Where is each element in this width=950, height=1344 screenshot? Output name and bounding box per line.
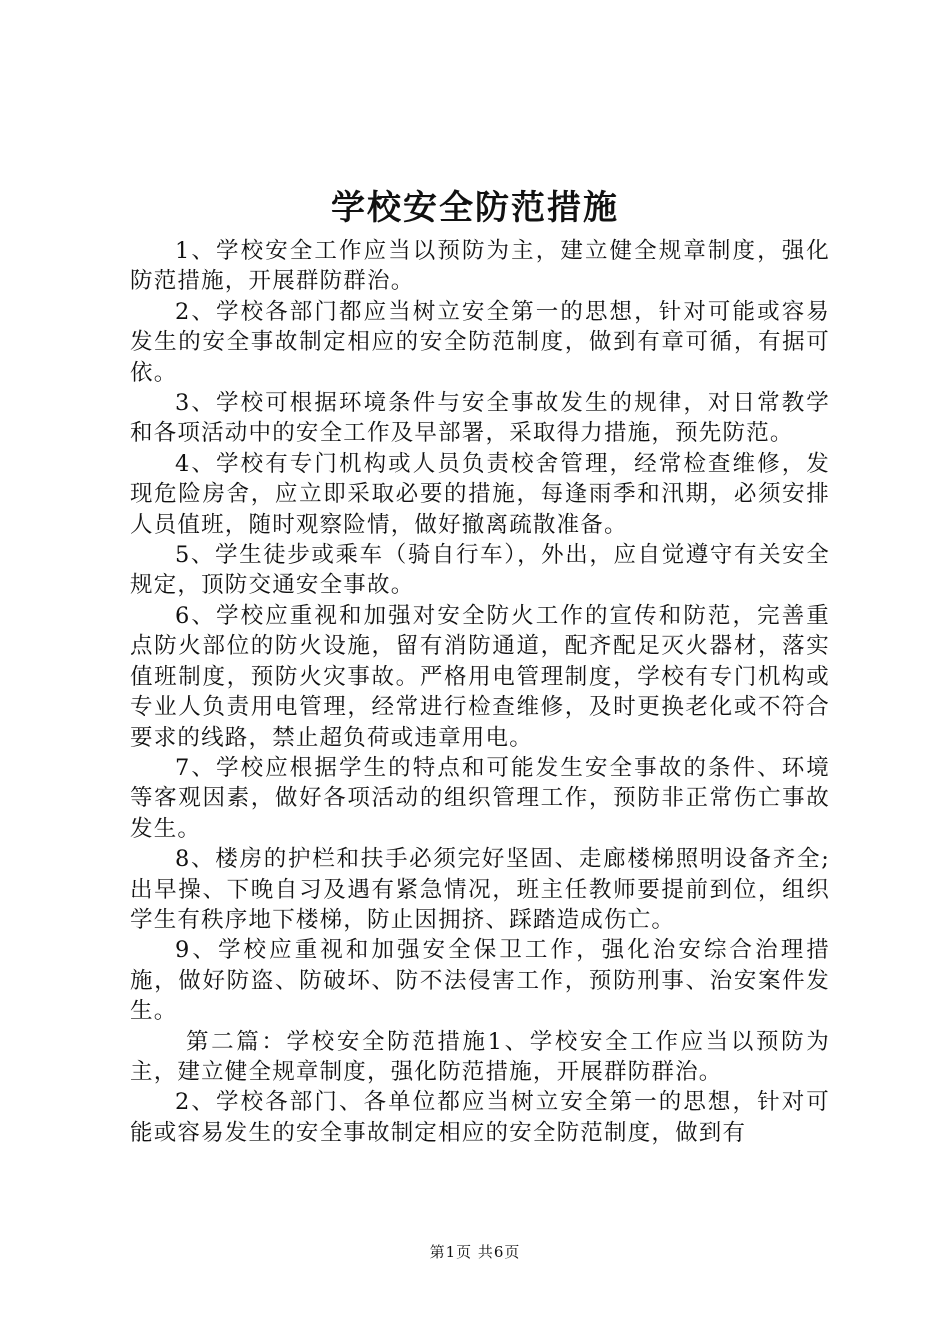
paragraph-5: 5、学生徒步或乘车（骑自行车），外出，应自觉遵守有关安全规定，顶防交通安全事故。 (130, 542, 830, 599)
paragraph-3: 3、学校可根据环境条件与安全事故发生的规律，对日常教学和各项活动中的安全工作及早部署，采取得力措施，预先防范。 (130, 390, 830, 447)
page-footer: 第1页 共6页 (429, 1243, 521, 1261)
document-body (130, 236, 830, 1148)
paragraph-4: 4、学校有专门机构或人员负责校舍管理，经常检查维修，发现危险房舍，应立即采取必要的措施，每逢雨季和汛期，必须安排人员值班，随时观察险情，做好撤离疏散准备。 (130, 450, 830, 538)
paragraph-8: 8、楼房的护栏和扶手必须完好坚固、走廊楼梯照明设备齐全;出早操、下晚自习及遇有紧急情况，班主任教师要提前到位，组织学生有秩序地下楼梯，防止因拥挤、踩踏造成伤亡。 (130, 846, 830, 933)
paragraph-part-two-heading: 第二篇：学校安全防范措施1、学校安全工作应当以预防为主，建立健全规章制度，强化防范措施，开展群防群治。 (130, 1028, 830, 1085)
paragraph-7: 7、学校应根据学生的特点和可能发生安全事故的条件、环境等客观因素，做好各项活动的组织管理工作，预防非正常伤亡事故发生。 (130, 754, 830, 842)
document-title: 学校安全防范措施 (331, 188, 619, 228)
paragraph-part-two-2: 2、学校各部门、各单位都应当树立安全第一的思想，针对可能或容易发生的安全事故制定相应的安全防范制度，做到有 (130, 1089, 830, 1146)
paragraph-1: 1、学校安全工作应当以预防为主，建立健全规章制度，强化防范措施，开展群防群治。 (130, 238, 830, 295)
paragraph-9: 9、学校应重视和加强安全保卫工作，强化治安综合治理措施，做好防盗、防破坏、防不法侵害工作，预防刑事、治安案件发生。 (130, 937, 830, 1025)
paragraph-2: 2、学校各部门都应当树立安全第一的思想，针对可能或容易发生的安全事故制定相应的安全防范制度，做到有章可循，有据可依。 (130, 298, 830, 386)
paragraph-6: 6、学校应重视和加强对安全防火工作的宣传和防范，完善重点防火部位的防火设施，留有消防通道，配齐配足灭火器材，落实值班制度，预防火灾事故。严格用电管理制度，学校有专门机构或专业人负责用电管理，经常进行检查维修，及时更换老化或不符合要求的线路，禁止超负荷或违章用电。 (130, 602, 830, 751)
